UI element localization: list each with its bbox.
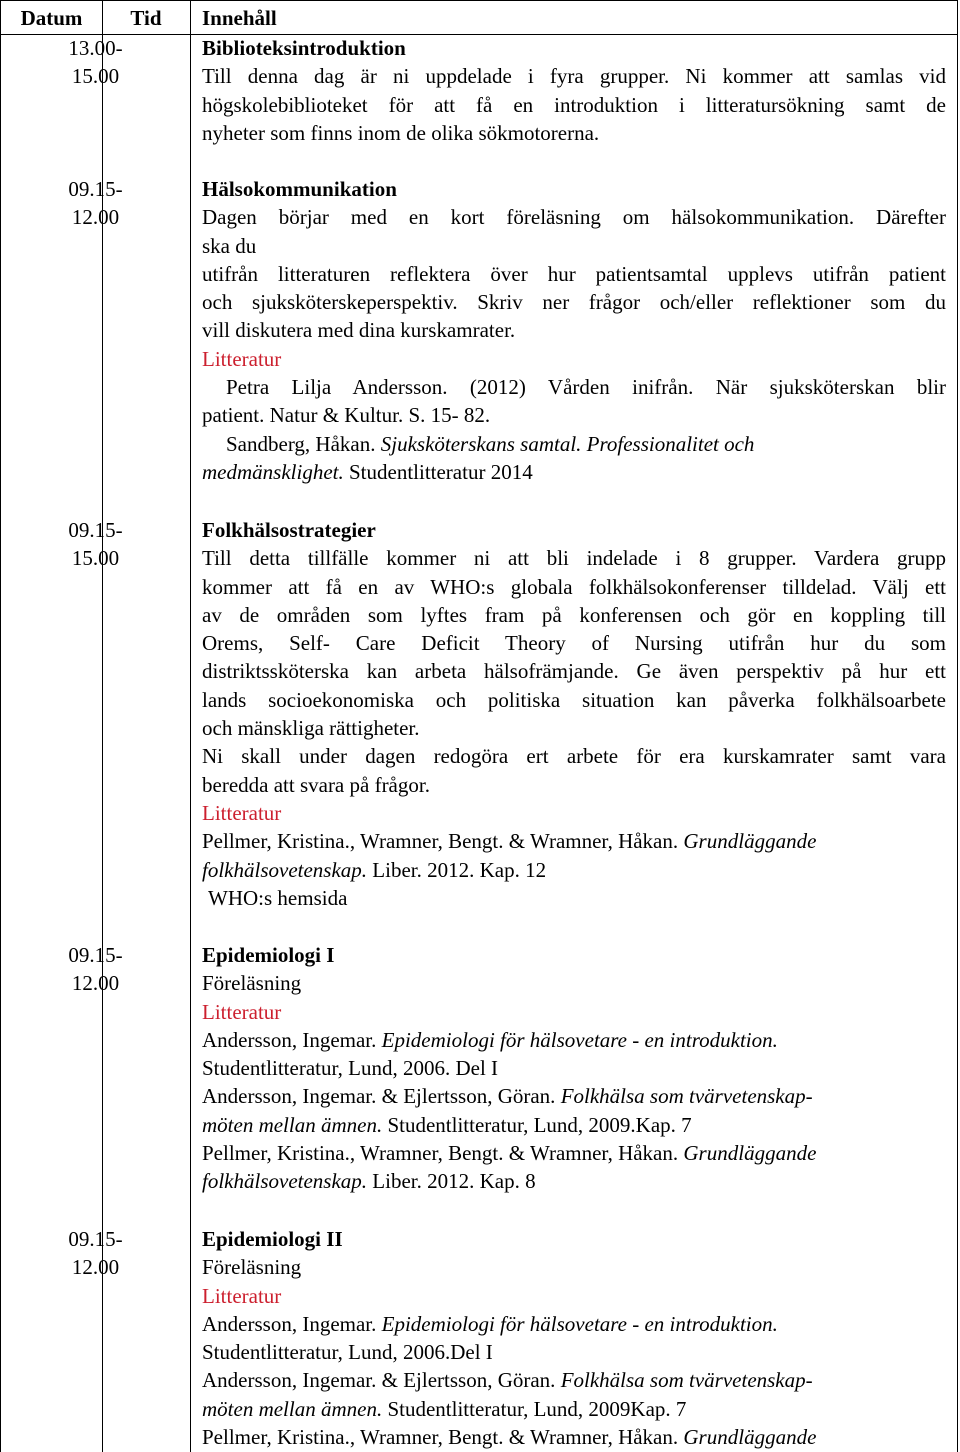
- litteratur-label: Litteratur: [202, 346, 282, 371]
- description-line: och sjuksköterskeperspektiv. Skriv ner frågor och/eller reflektioner som du: [202, 290, 946, 315]
- reference-line: [202, 1423, 946, 1451]
- time-start: 09.15-: [68, 518, 123, 542]
- description-line: ska du: [202, 233, 257, 258]
- reference-title: medmänsklighet.: [202, 459, 344, 484]
- description-line: lands socioekonomiska och politiska situation kan påverka folkhälsoarbete: [202, 687, 946, 712]
- reference-line: [202, 1366, 946, 1394]
- time-end: 12.00: [71, 971, 120, 996]
- row-content: [202, 175, 946, 486]
- description-line: kommer att få en av WHO:s globala folkhälsokonferenser tilldelad. Välj ett: [202, 574, 946, 599]
- reference-author: Sandberg, Håkan.: [226, 431, 381, 456]
- header-datum: Datum: [20, 6, 83, 30]
- reference-author: Andersson, Ingemar.: [202, 1027, 382, 1052]
- description-line: nyheter som finns inom de olika sökmotorerna.: [202, 120, 600, 145]
- reference-line: [202, 827, 946, 855]
- reference-title: Sjuksköterskans samtal. Professionalitet och: [380, 431, 755, 456]
- time-start: 09.15-: [68, 943, 123, 967]
- reference-line: [202, 856, 946, 884]
- column-divider: [190, 1, 191, 1452]
- time-start: 09.15-: [68, 177, 123, 201]
- reference-author: Pellmer, Kristina., Wramner, Bengt. & Wramner, Håkan.: [202, 1141, 684, 1166]
- header-tid: Tid: [130, 6, 162, 30]
- time-end: 12.00: [71, 1255, 120, 1280]
- reference-line: [202, 430, 946, 458]
- reference-publisher: Liber. 2012. Kap. 8: [367, 1169, 536, 1194]
- description-line: högskolebiblioteket för att få en introduktion i litteratursökning samt de: [202, 92, 946, 117]
- time-cell: [1, 1225, 190, 1282]
- description-line: av de områden som lyftes fram på konferensen och gör en koppling till: [202, 602, 946, 627]
- reference-line: [202, 1139, 946, 1167]
- reference-title: Epidemiologi för hälsovetare - en introduktion.: [381, 1311, 778, 1336]
- description-line: Till denna dag är ni uppdelade i fyra grupper. Ni kommer att samlas vid: [202, 64, 946, 89]
- reference-author: Pellmer, Kristina., Wramner, Bengt. & Wramner, Håkan.: [202, 1425, 684, 1450]
- reference-title: möten mellan ämnen.: [202, 1396, 383, 1421]
- session-format: Föreläsning: [202, 971, 302, 996]
- time-end: 12.00: [71, 205, 120, 230]
- time-cell: [1, 34, 190, 91]
- time-cell: [1, 941, 190, 998]
- time-start: 13.00-: [68, 36, 123, 60]
- time-cell: [1, 175, 190, 232]
- reference-line: Petra Lilja Andersson. (2012) Vården inifrån. När sjuksköterskan blir: [226, 375, 946, 400]
- time-cell: [1, 516, 190, 573]
- reference-author: Andersson, Ingemar.: [202, 1311, 382, 1336]
- row-content: [202, 1225, 946, 1451]
- reference-author: Pellmer, Kristina., Wramner, Bengt. & Wramner, Håkan.: [202, 829, 684, 854]
- reference-publisher: Studentlitteratur 2014: [343, 459, 533, 484]
- time-end: 15.00: [71, 64, 120, 89]
- reference-line: patient. Natur & Kultur. S. 15- 82.: [202, 403, 491, 428]
- reference-title: möten mellan ämnen.: [202, 1112, 383, 1137]
- reference-line: [202, 1082, 946, 1110]
- session-title: Biblioteksintroduktion: [202, 36, 406, 60]
- description-line: Till detta tillfälle kommer ni att bli indelade i 8 grupper. Vardera grupp: [202, 546, 946, 571]
- description-line: Ni skall under dagen redogöra ert arbete för era kurskamrater samt vara: [202, 744, 946, 769]
- reference-line: Studentlitteratur, Lund, 2006.Del I: [202, 1340, 493, 1365]
- litteratur-label: Litteratur: [202, 999, 282, 1024]
- reference-publisher: Liber. 2012. Kap. 12: [367, 857, 547, 882]
- litteratur-label: Litteratur: [202, 1283, 282, 1308]
- reference-title: Folkhälsa som tvärvetenskap-: [560, 1368, 813, 1393]
- reference-title: Grundläggande: [683, 1141, 817, 1166]
- reference-title: folkhälsovetenskap.: [202, 1169, 368, 1194]
- reference-line: Studentlitteratur, Lund, 2006. Del I: [202, 1056, 499, 1081]
- reference-line: [202, 1395, 946, 1423]
- time-end: 15.00: [71, 546, 120, 571]
- description-line: Dagen börjar med en kort föreläsning om hälsokommunikation. Därefter: [202, 205, 946, 230]
- description-line: utifrån litteraturen reflektera över hur patientsamtal upplevs utifrån patient: [202, 261, 946, 286]
- reference-title: folkhälsovetenskap.: [202, 857, 368, 882]
- session-title: Epidemiologi II: [202, 1227, 343, 1251]
- session-title: Epidemiologi I: [202, 943, 335, 967]
- reference-title: Grundläggande: [683, 829, 817, 854]
- description-line: distriktssköterska kan arbeta hälsofrämjande. Ge även perspektiv på hur ett: [202, 659, 946, 684]
- reference-publisher: Studentlitteratur, Lund, 2009.Kap. 7: [382, 1112, 692, 1137]
- row-content: [202, 516, 946, 912]
- time-start: 09.15-: [68, 1227, 123, 1251]
- reference-line: [202, 458, 946, 486]
- description-line: beredda att svara på frågor.: [202, 772, 430, 797]
- reference-line: [202, 1111, 946, 1139]
- row-content: [202, 34, 946, 147]
- session-format: Föreläsning: [202, 1255, 302, 1280]
- description-line: och mänskliga rättigheter.: [202, 716, 420, 741]
- reference-author: Andersson, Ingemar. & Ejlertsson, Göran.: [202, 1084, 561, 1109]
- session-title: Folkhälsostrategier: [202, 518, 376, 542]
- litteratur-label: Litteratur: [202, 800, 282, 825]
- reference-publisher: Studentlitteratur, Lund, 2009Kap. 7: [382, 1396, 687, 1421]
- reference-line: WHO:s hemsida: [208, 885, 348, 910]
- header-innehall: Innehåll: [202, 6, 277, 30]
- reference-title: Epidemiologi för hälsovetare - en introduktion.: [381, 1027, 778, 1052]
- description-line: vill diskutera med dina kurskamrater.: [202, 318, 516, 343]
- reference-author: Andersson, Ingemar. & Ejlertsson, Göran.: [202, 1368, 561, 1393]
- reference-line: [202, 1310, 946, 1338]
- reference-title: Grundläggande: [683, 1425, 817, 1450]
- row-content: [202, 941, 946, 1196]
- reference-line: [202, 1167, 946, 1195]
- session-title: Hälsokommunikation: [202, 177, 397, 201]
- description-line: Orems, Self- Care Deficit Theory of Nursing utifrån hur du som: [202, 631, 946, 656]
- reference-title: Folkhälsa som tvärvetenskap-: [560, 1084, 813, 1109]
- reference-line: [202, 1026, 946, 1054]
